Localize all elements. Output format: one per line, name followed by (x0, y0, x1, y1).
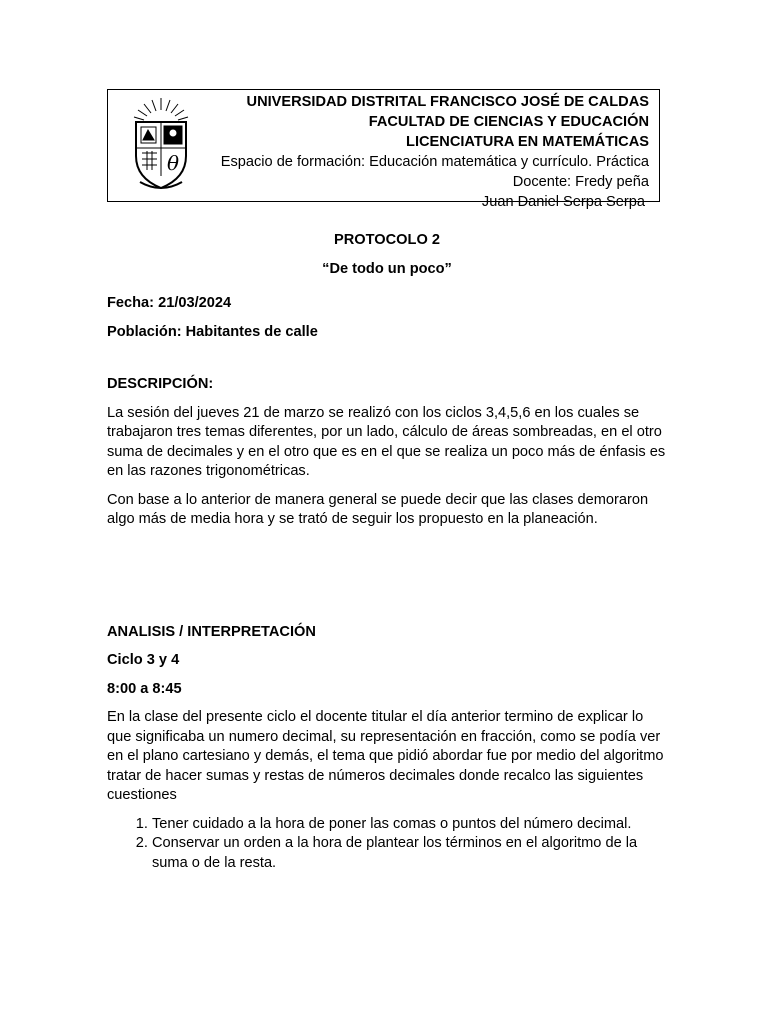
document-title: PROTOCOLO 2 (334, 232, 440, 248)
sun-rays (134, 98, 188, 120)
document-subtitle: “De todo un poco” (322, 260, 452, 277)
program-name: LICENCIATURA EN MATEMÁTICAS (406, 134, 649, 150)
analysis-paragraph-1: En la clase del presente ciclo el docente titular el día anterior termino de explicar lo que significaba un numero decimal, su representación en fracción, como se podía ver en el plano cartesiano y demás, el tema que pidió abordar fue por medio del algoritmo tratar de hacer sumas y restas de números decimales donde recalco las siguientes cuestiones (107, 709, 664, 803)
header-text (221, 92, 649, 212)
description-heading: DESCRIPCIÓN: (107, 376, 214, 392)
university-name: UNIVERSIDAD DISTRITAL FRANCISCO JOSÉ DE CALDAS (246, 94, 649, 110)
numbered-list (107, 815, 667, 874)
description-paragraph-2: Con base a lo anterior de manera general se puede decir que las clases demoraron algo más de media hora y se trató de seguir los propuesto en la planeación. (107, 491, 649, 527)
list-item: 1. Tener cuidado a la hora de poner las comas o puntos del número decimal. (152, 815, 667, 835)
cycle-heading: Ciclo 3 y 4 (107, 652, 180, 668)
time-heading: 8:00 a 8:45 (107, 680, 182, 697)
population-line: Población: Habitantes de calle (107, 323, 318, 340)
faculty-name: FACULTAD DE CIENCIAS Y EDUCACIÓN (368, 114, 649, 130)
header-box (107, 89, 660, 210)
student-name: Juan Daniel Serpa Serpa (481, 194, 645, 210)
teacher-name: Docente: Fredy peña (512, 174, 649, 190)
analysis-heading: ANALISIS / INTERPRETACIÓN (107, 623, 316, 640)
document-body (107, 231, 667, 873)
formation-space: Espacio de formación: Educación matemática y currículo. Práctica (220, 154, 649, 170)
theta-symbol: θ (166, 151, 180, 175)
university-seal-logo (130, 96, 192, 194)
list-item: 2. Conservar un orden a la hora de plantear los términos en el algoritmo de la suma o de la resta. (152, 834, 667, 873)
description-paragraph-1: La sesión del jueves 21 de marzo se realizó con los ciclos 3,4,5,6 en los cuales se trabajaron tres temas diferentes, por un lado, cálculo de áreas sombreadas, en el otro suma de decimales y en el otro que es en el que se realiza un poco más de énfasis es en las razones trigonométricas. (107, 404, 666, 479)
date-line: Fecha: 21/03/2024 (107, 295, 232, 311)
